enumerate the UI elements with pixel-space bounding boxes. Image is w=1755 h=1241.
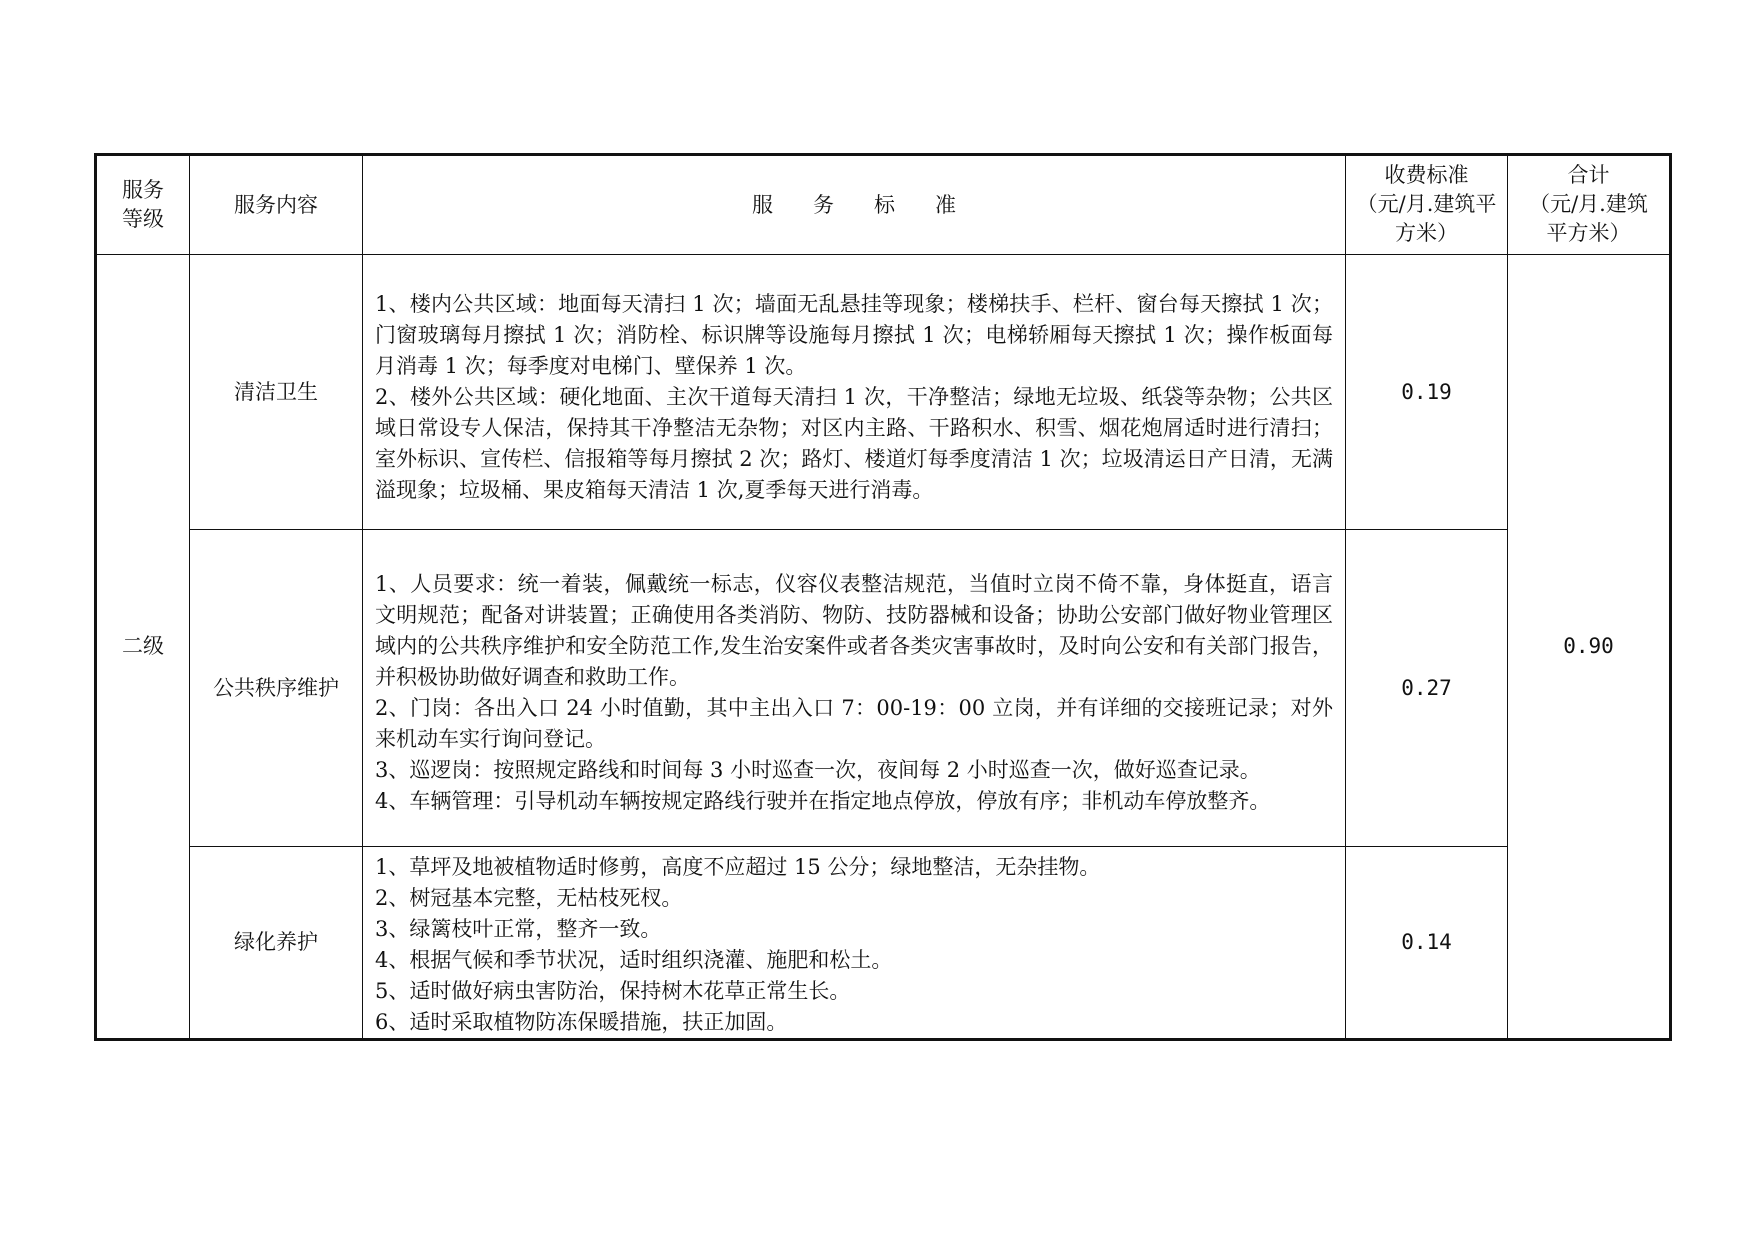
standard-item: 1、楼内公共区域：地面每天清扫 1 次；墙面无乱悬挂等现象；楼梯扶手、栏杆、窗台每天擦拭 1 次；门窗玻璃每月擦拭 1 次；消防栓、标识牌等设施每月擦拭 1 次；电梯轿厢每天擦拭 1 次；操作板面每月消毒 1 次；每季度对电梯门、壁保养 1 次。 <box>375 291 1333 378</box>
header-total-text: 合计 （元/月.建筑 平方米） <box>1529 163 1648 245</box>
table-row-public-order <box>96 530 1671 847</box>
standard-item: 2、门岗：各出入口 24 小时值勤，其中主出入口 7：00-19：00 立岗，并有详细的交接班记录；对外来机动车实行询问登记。 <box>375 696 1333 751</box>
service-standard-cell <box>363 530 1346 847</box>
table-row-cleaning <box>96 255 1671 530</box>
table-row-greening <box>96 847 1671 1040</box>
standard-item: 4、车辆管理：引导机动车辆按规定路线行驶并在指定地点停放，停放有序；非机动车停放整齐。 <box>375 789 1271 813</box>
total-cell: 0.90 <box>1508 255 1671 1040</box>
header-standard-char: 准 <box>935 192 956 217</box>
header-standard-char: 务 <box>813 192 834 217</box>
header-fee-standard <box>1346 155 1508 255</box>
standard-item: 3、绿篱枝叶正常，整齐一致。 <box>375 916 662 941</box>
standard-item: 2、楼外公共区域：硬化地面、主次干道每天清扫 1 次，干净整洁；绿地无垃圾、纸袋等杂物；公共区域日常设专人保洁，保持其干净整洁无杂物；对区内主路、干路积水、积雪、烟花炮屑适时进行清扫；室外标识、宣传栏、信报箱等每月擦拭 2 次；路灯、楼道灯每季度清洁 1 次；垃圾清运日产日清，无满溢现象；垃圾桶、果皮箱每天清洁 1 次,夏季每天进行消毒。 <box>375 384 1333 502</box>
standard-item: 6、适时采取植物防冻保暖措施，扶正加固。 <box>375 1009 788 1034</box>
fee-standard-cell: 0.19 <box>1346 255 1508 530</box>
header-standard-char: 标 <box>874 192 895 217</box>
header-fee-standard-text: 收费标准 （元/月.建筑平 方米） <box>1356 163 1497 245</box>
header-service-level-text: 服务 等级 <box>122 177 164 231</box>
standard-item: 5、适时做好病虫害防治，保持树木花草正常生长。 <box>375 978 851 1003</box>
header-service-level <box>96 155 190 255</box>
fee-standard-cell: 0.14 <box>1346 847 1508 1040</box>
standard-item: 4、根据气候和季节状况，适时组织浇灌、施肥和松土。 <box>375 947 893 972</box>
header-service-standard <box>363 155 1346 255</box>
header-service-content <box>190 155 363 255</box>
fee-standard-cell: 0.27 <box>1346 530 1508 847</box>
standard-item: 1、人员要求：统一着装，佩戴统一标志，仪容仪表整洁规范，当值时立岗不倚不靠，身体挺直，语言文明规范；配备对讲装置；正确使用各类消防、物防、技防器械和设备；协助公安部门做好物业管理区域内的公共秩序维护和安全防范工作,发生治安案件或者各类灾害事故时，及时向公安和有关部门报告，并积极协助做好调查和救助工作。 <box>375 572 1333 689</box>
header-service-standard-text <box>732 193 976 217</box>
header-total <box>1508 155 1671 255</box>
header-service-content-text: 服务内容 <box>234 192 318 217</box>
standard-item: 3、巡逻岗：按照规定路线和时间每 3 小时巡查一次，夜间每 2 小时巡查一次，做好巡查记录。 <box>375 758 1261 782</box>
service-fee-table <box>94 153 1672 1041</box>
service-standard-cell <box>363 255 1346 530</box>
header-standard-char: 服 <box>752 192 773 217</box>
standard-item: 1、草坪及地被植物适时修剪，高度不应超过 15 公分；绿地整洁，无杂挂物。 <box>375 854 1101 879</box>
service-level-cell: 二级 <box>96 255 190 1040</box>
service-content-cell: 绿化养护 <box>190 847 363 1040</box>
header-row <box>96 155 1671 255</box>
service-content-cell: 清洁卫生 <box>190 255 363 530</box>
standard-item: 2、树冠基本完整，无枯枝死杈。 <box>375 885 683 910</box>
service-content-cell: 公共秩序维护 <box>190 530 363 847</box>
service-standard-cell <box>363 847 1346 1040</box>
